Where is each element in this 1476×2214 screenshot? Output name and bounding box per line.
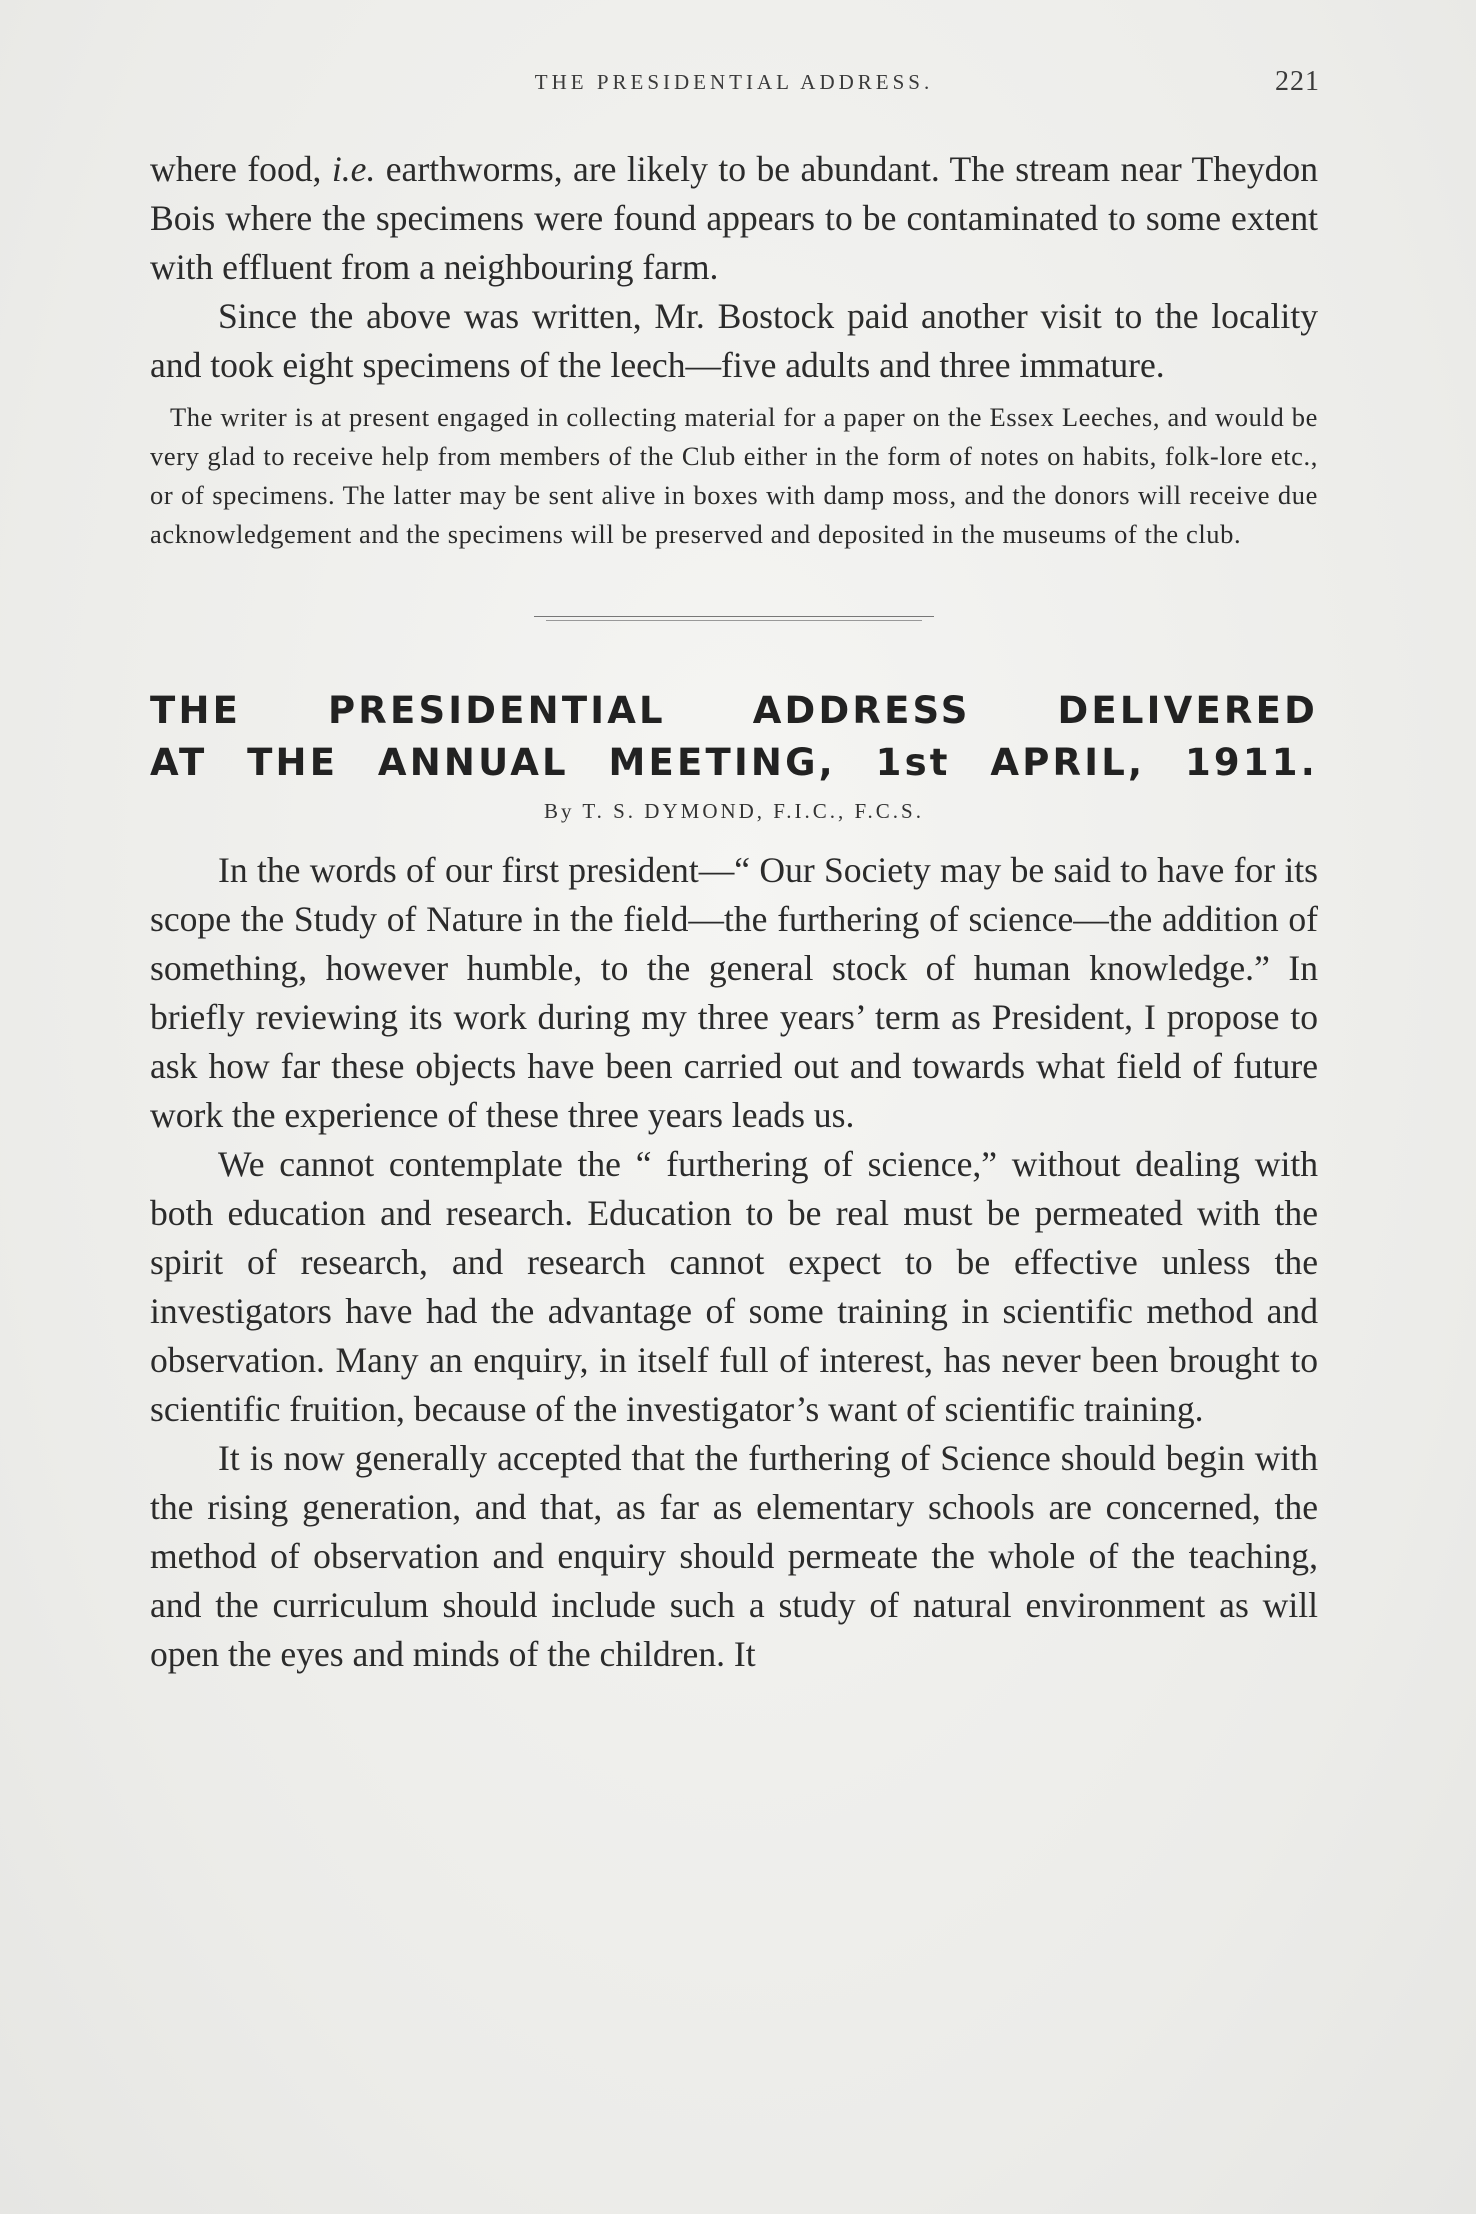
- ie-abbreviation: i.e.: [331, 149, 376, 189]
- section-divider: [534, 616, 934, 617]
- article-title-line-1: THE PRESIDENTIAL ADDRESS DELIVERED: [150, 689, 1318, 732]
- article-title-line-2: AT THE ANNUAL MEETING, 1st APRIL, 1911.: [150, 741, 1318, 784]
- running-head: [148, 66, 1320, 104]
- postscript-paragraph: Since the above was written, Mr. Bostock paid another visit to the locality and took eight specimens of the leech—five adults and three immature.: [150, 296, 1318, 385]
- article-paragraph-1: In the words of our first president—“ Our Society may be said to have for its scope the Study of Nature in the field—the furthering of science—the addition of something, however humble, to the general stock of human knowledge.” In briefly reviewing its work during my three years’ term as President, I propose to ask how far these objects have been carried out and towards what field of future work the experience of these three years leads us.: [150, 850, 1318, 1135]
- article-paragraph-2: We cannot contemplate the “ furthering of science,” without dealing with both education and research. Education to be real must be permeated with the spirit of research, and research cannot expect to be effective unless the investigators have had the advantage of some training in scientific method and observation. Many an enquiry, in itself full of interest, has never been brought to scientific fruition, because of the investigator’s want of scientific training.: [150, 1144, 1318, 1429]
- continued-paragraph: [150, 145, 1318, 292]
- appeal-note: The writer is at present engaged in collecting material for a paper on the Essex Leeches, and would be very glad to receive help from members of the Club either in the form of notes on habits, folk-lore etc., or of specimens. The latter may be sent alive in boxes with damp moss, and the donors will receive due acknowledgement and the specimens will be preserved and deposited in the museums of the club.: [150, 402, 1318, 549]
- text-column: [150, 145, 1318, 1679]
- running-title: THE PRESIDENTIAL ADDRESS.: [534, 70, 934, 94]
- page-number: 221: [1275, 66, 1320, 97]
- continued-paragraph-text: where food, i.e. earthworms, are likely to be abundant. The stream near Theydon Bois where the specimens were found appears to be contaminated to some extent with effluent from a neighbouring farm.: [150, 149, 1319, 287]
- article-paragraph-3: It is now generally accepted that the furthering of Science should begin with the rising generation, and that, as far as elementary schools are concerned, the method of observation and enquiry should permeate the whole of the teaching, and the curriculum should include such a study of natural environment as will open the eyes and minds of the children. It: [150, 1438, 1318, 1674]
- article-title: [150, 685, 1318, 789]
- author-byline: By T. S. DYMOND, F.I.C., F.C.S.: [543, 799, 924, 823]
